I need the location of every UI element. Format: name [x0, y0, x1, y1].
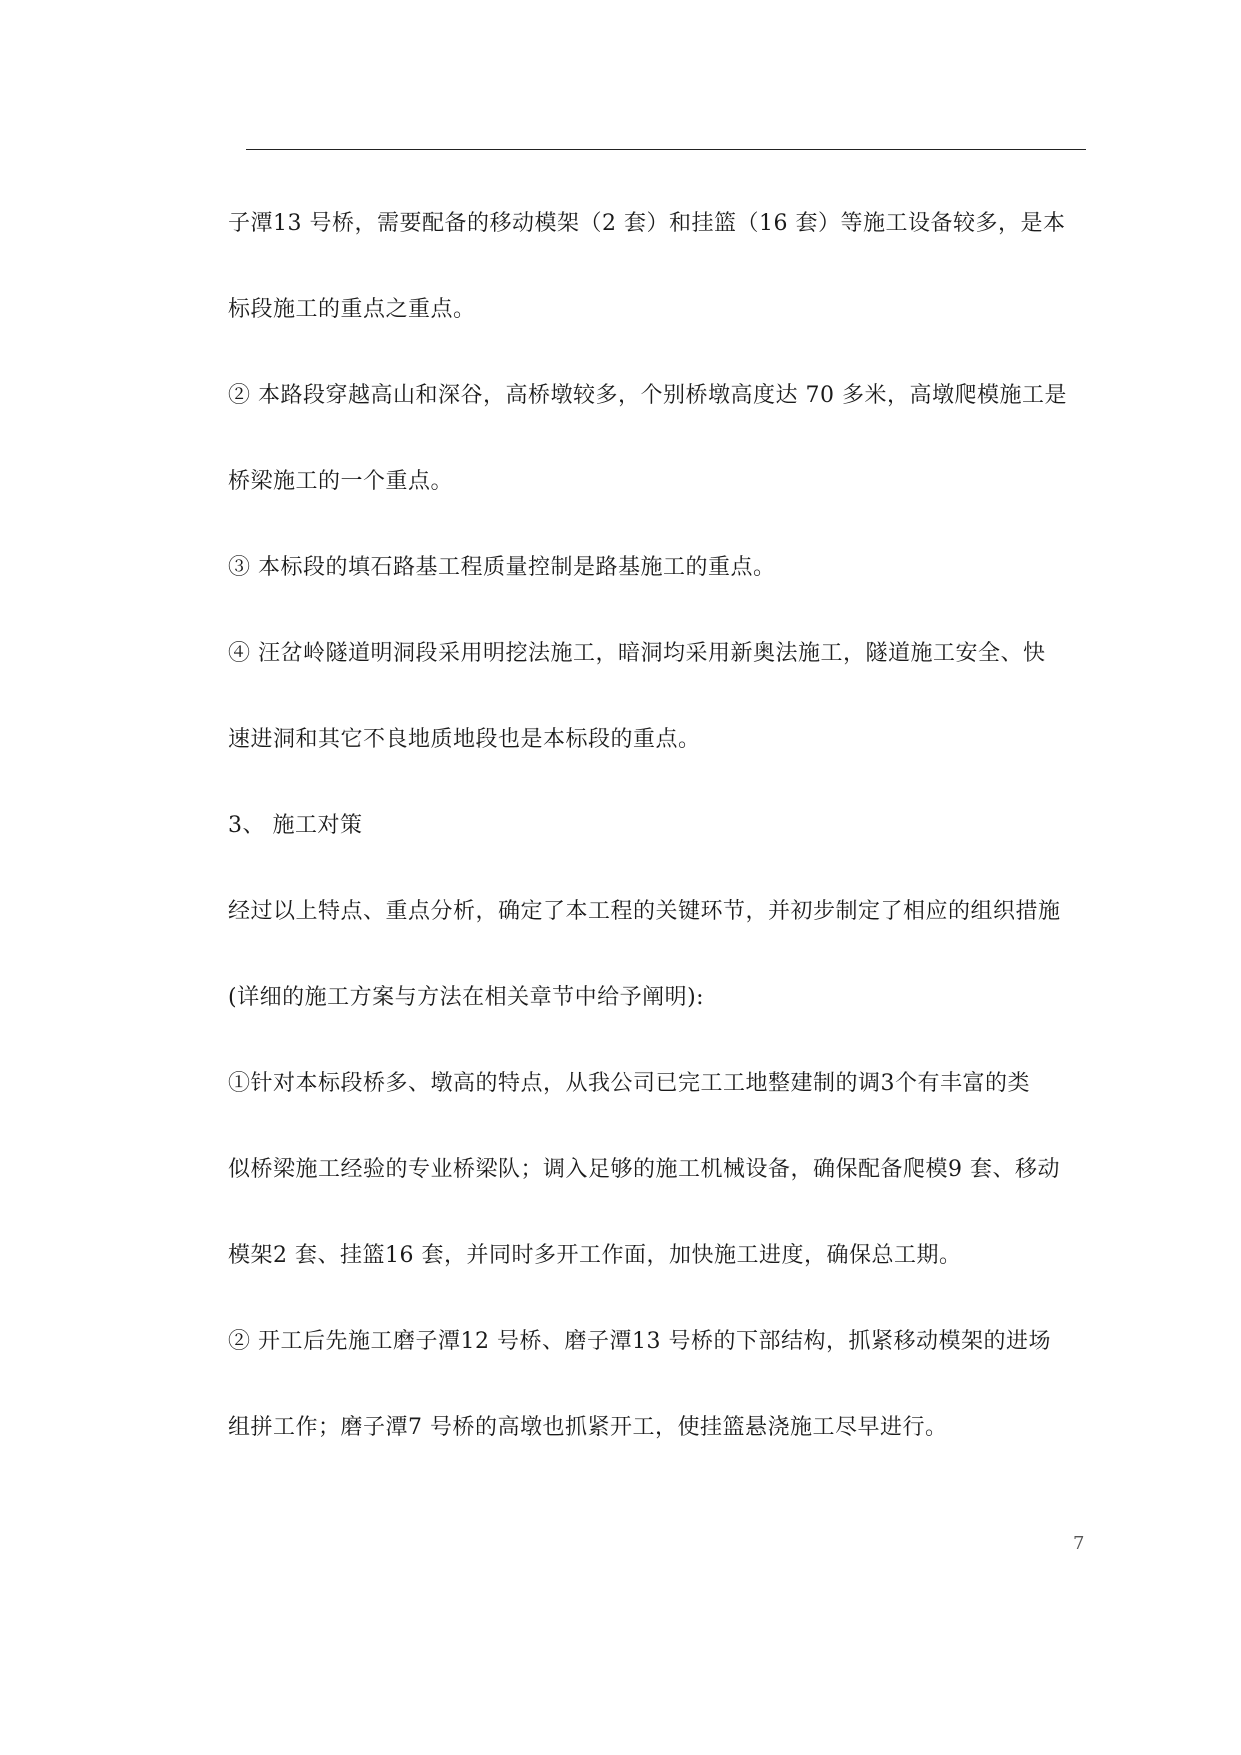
measure-1-line-1: ①针对本标段桥多、墩高的特点，从我公司已完工工地整建制的调3个有丰富的类 [228, 1071, 1030, 1096]
section-heading: 3、 施工对策 [228, 813, 363, 838]
header-rule [246, 149, 1086, 150]
measure-1-line-3: 模架2 套、挂篮16 套，并同时多开工作面，加快施工进度，确保总工期。 [228, 1243, 962, 1268]
paragraph-line-1: 经过以上特点、重点分析，确定了本工程的关键环节，并初步制定了相应的组织措施 [228, 899, 1061, 924]
paragraph-line-2: (详细的施工方案与方法在相关章节中给予阐明): [228, 985, 705, 1010]
list-item-3: ③ 本标段的填石路基工程质量控制是路基施工的重点。 [228, 555, 776, 580]
list-item-2-line-1: ② 本路段穿越高山和深谷，高桥墩较多，个别桥墩高度达 70 多米，高墩爬模施工是 [228, 383, 1067, 408]
list-item-4-line-1: ④ 汪岔岭隧道明洞段采用明挖法施工，暗洞均采用新奥法施工，隧道施工安全、快 [228, 641, 1046, 666]
body-line-1: 子潭13 号桥，需要配备的移动模架（2 套）和挂篮（16 套）等施工设备较多，是本 [228, 211, 1066, 236]
list-item-2-line-2: 桥梁施工的一个重点。 [228, 469, 454, 494]
page-number: 7 [1073, 1533, 1085, 1554]
measure-2-line-1: ② 开工后先施工磨子潭12 号桥、磨子潭13 号桥的下部结构，抓紧移动模架的进场 [228, 1329, 1051, 1354]
list-item-4-line-2: 速进洞和其它不良地质地段也是本标段的重点。 [228, 727, 701, 752]
measure-2-line-2: 组拼工作；磨子潭7 号桥的高墩也抓紧开工，使挂篮悬浇施工尽早进行。 [228, 1415, 948, 1440]
body-line-2: 标段施工的重点之重点。 [228, 297, 476, 322]
measure-1-line-2: 似桥梁施工经验的专业桥梁队；调入足够的施工机械设备，确保配备爬模9 套、移动 [228, 1157, 1060, 1182]
